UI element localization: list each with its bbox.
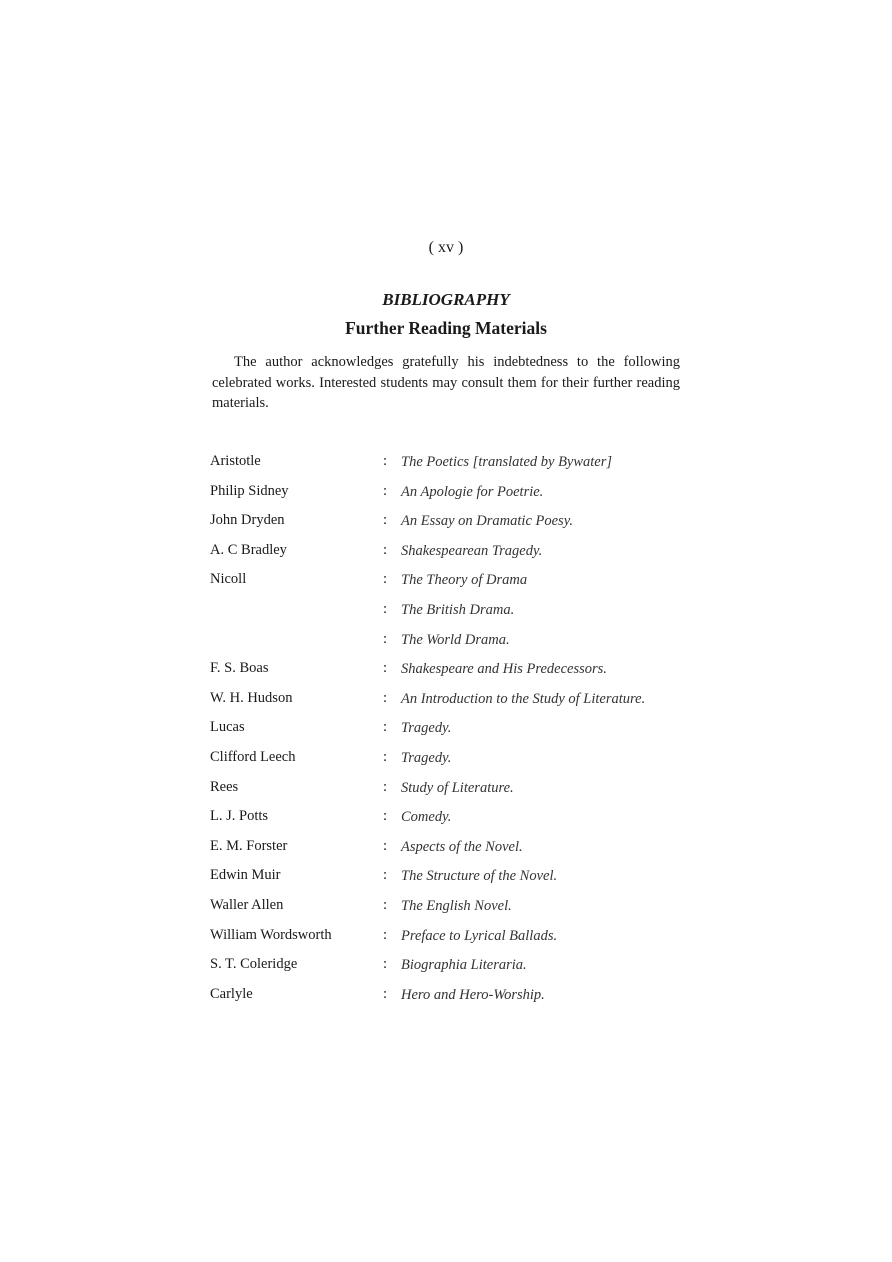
entry-work: The Theory of Drama xyxy=(401,572,528,589)
entry-separator: : xyxy=(383,837,388,854)
entry-author: W. H. Hudson xyxy=(210,689,293,706)
entry-work: Study of Literature. xyxy=(401,779,514,796)
entry-author: William Wordsworth xyxy=(210,926,332,943)
bibliography-entry xyxy=(210,925,690,955)
entry-work: An Introduction to the Study of Literature. xyxy=(401,690,646,707)
bibliography-list xyxy=(210,451,690,1013)
entry-author: Rees xyxy=(210,778,239,795)
entry-work: The Poetics [translated by Bywater] xyxy=(401,454,613,470)
bibliography-entry xyxy=(210,984,690,1014)
bibliography-entry xyxy=(210,747,690,777)
entry-separator: : xyxy=(383,600,388,617)
entry-separator: : xyxy=(383,630,388,647)
entry-separator: : xyxy=(383,660,388,677)
bibliography-entry xyxy=(210,510,690,540)
entry-work: Shakespearean Tragedy. xyxy=(401,542,543,559)
entry-author: Philip Sidney xyxy=(210,482,289,499)
entry-author: F. S. Boas xyxy=(210,660,269,677)
bibliography-entry xyxy=(210,599,690,629)
intro-paragraph: The author acknowledges gratefully his indebtedness to the following celebrated works. Interested students may consult them for their further reading materials. xyxy=(212,354,680,411)
entry-work: An Essay on Dramatic Poesy. xyxy=(401,513,573,530)
entry-work: The British Drama. xyxy=(401,601,515,618)
bibliography-entry xyxy=(210,954,690,984)
entry-author: John Dryden xyxy=(210,512,285,529)
bibliography-entry xyxy=(210,806,690,836)
entry-work: Biographia Literaria. xyxy=(401,957,527,974)
bibliography-entry xyxy=(210,569,690,599)
entry-work: Tragedy. xyxy=(401,720,452,737)
entry-work: Aspects of the Novel. xyxy=(401,838,523,855)
bibliography-entry xyxy=(210,451,690,481)
page-number: ( xv ) xyxy=(428,239,464,256)
entry-separator: : xyxy=(383,482,388,499)
entry-author: Nicoll xyxy=(210,571,247,588)
page-title: BIBLIOGRAPHY xyxy=(382,290,510,309)
entry-separator: : xyxy=(383,926,388,943)
entry-separator: : xyxy=(383,541,388,558)
entry-work: Tragedy. xyxy=(401,749,452,766)
entry-work: The English Novel. xyxy=(401,897,512,914)
entry-separator: : xyxy=(383,867,388,884)
entry-separator: : xyxy=(383,571,388,588)
entry-separator: : xyxy=(383,719,388,736)
entry-work: Hero and Hero-Worship. xyxy=(401,986,545,1003)
entry-author: A. C Bradley xyxy=(210,541,287,558)
page-subtitle: Further Reading Materials xyxy=(345,318,547,338)
entry-separator: : xyxy=(383,985,388,1002)
entry-separator: : xyxy=(383,808,388,825)
entry-work: An Apologie for Poetrie. xyxy=(401,483,544,500)
entry-work: The Structure of the Novel. xyxy=(401,868,558,885)
entry-author: Lucas xyxy=(210,719,245,736)
entry-work: Preface to Lyrical Ballads. xyxy=(401,927,558,944)
bibliography-entry xyxy=(210,540,690,570)
entry-work: Shakespeare and His Predecessors. xyxy=(401,661,607,678)
entry-separator: : xyxy=(383,453,388,469)
bibliography-entry xyxy=(210,836,690,866)
entry-author: Clifford Leech xyxy=(210,748,296,765)
entry-work: Comedy. xyxy=(401,809,452,826)
bibliography-entry xyxy=(210,629,690,659)
entry-separator: : xyxy=(383,778,388,795)
entry-author: Edwin Muir xyxy=(210,867,281,884)
bibliography-entry xyxy=(210,717,690,747)
entry-author: E. M. Forster xyxy=(210,837,288,854)
bibliography-entry xyxy=(210,777,690,807)
bibliography-entry xyxy=(210,481,690,511)
bibliography-entry xyxy=(210,658,690,688)
bibliography-entry xyxy=(210,865,690,895)
entry-author: S. T. Coleridge xyxy=(210,956,298,973)
bibliography-entry xyxy=(210,688,690,718)
entry-separator: : xyxy=(383,512,388,529)
entry-author: Waller Allen xyxy=(210,896,284,913)
entry-separator: : xyxy=(383,689,388,706)
entry-author: L. J. Potts xyxy=(210,808,269,825)
entry-separator: : xyxy=(383,748,388,765)
entry-author: Aristotle xyxy=(210,453,261,469)
entry-work: The World Drama. xyxy=(401,631,510,648)
entry-author: Carlyle xyxy=(210,985,253,1002)
entry-separator: : xyxy=(383,956,388,973)
entry-separator: : xyxy=(383,896,388,913)
bibliography-entry xyxy=(210,895,690,925)
